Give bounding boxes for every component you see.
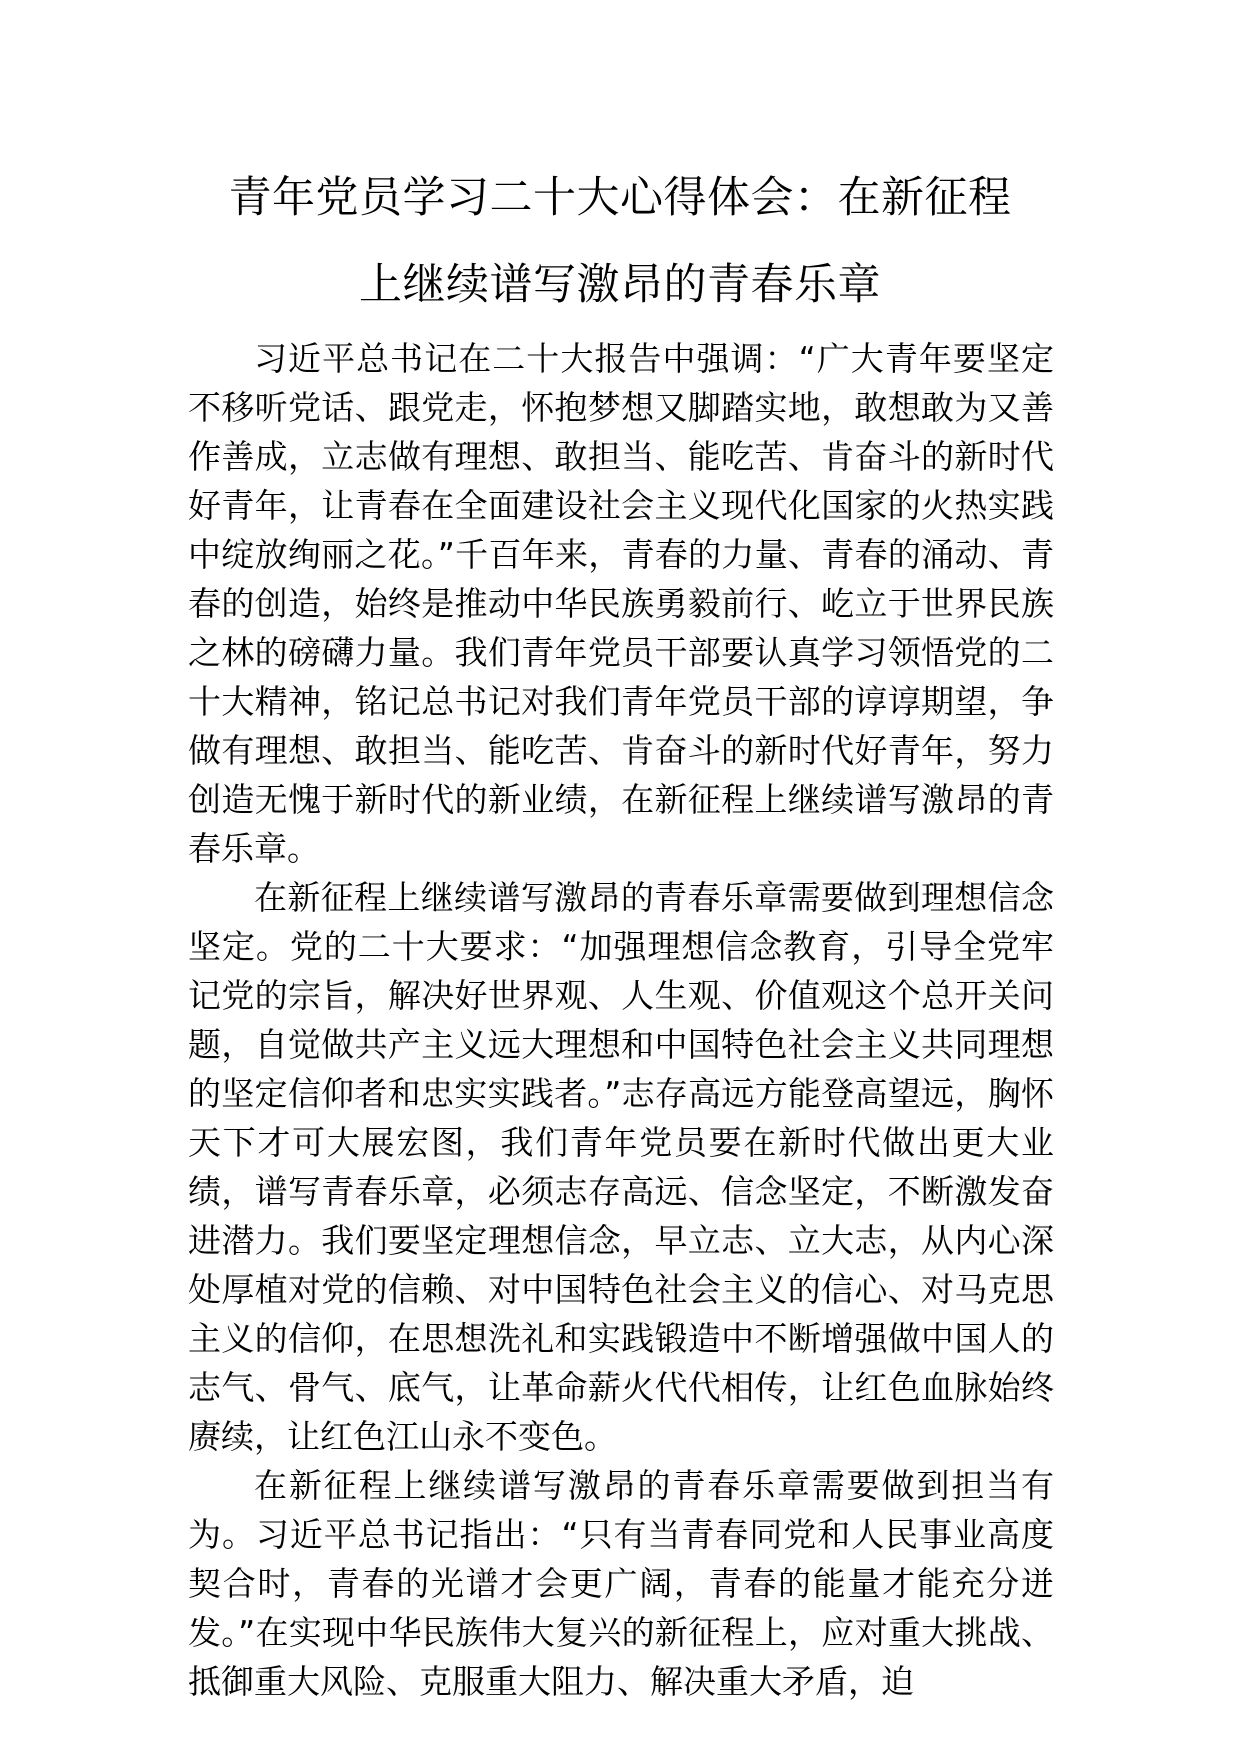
- paragraph-3: 在新征程上继续谱写激昂的青春乐章需要做到担当有为。习近平总书记指出：“只有当青春同党和人民事业高度契合时，青春的光谱才会更广阔，青春的能量才能充分迸发。”在实现中华民族伟大复兴的新征程上，应对重大挑战、抵御重大风险、克服重大阻力、解决重大矛盾，迫: [188, 1466, 1054, 1701]
- document-title-line-2: 上继续谱写激昂的青春乐章: [359, 260, 881, 310]
- paragraph-1: 习近平总书记在二十大报告中强调：“广大青年要坚定不移听党话、跟党走，怀抱梦想又脚踏实地，敢想敢为又善作善成，立志做有理想、敢担当、能吃苦、肯奋斗的新时代好青年，让青春在全面建设社会主义现代化国家的火热实践中绽放绚丽之花。”千百年来，青春的力量、青春的涌动、青春的创造，始终是推动中华民族勇毅前行、屹立于世界民族之林的磅礴力量。我们青年党员干部要认真学习领悟党的二十大精神，铭记总书记对我们青年党员干部的谆谆期望，争做有理想、敢担当、能吃苦、肯奋斗的新时代好青年，努力创造无愧于新时代的新业绩，在新征程上继续谱写激昂的青春乐章。: [188, 339, 1054, 868]
- document-body: [188, 334, 1054, 1706]
- paragraph-2: 在新征程上继续谱写激昂的青春乐章需要做到理想信念坚定。党的二十大要求：“加强理想信念教育，引导全党牢记党的宗旨，解决好世界观、人生观、价值观这个总开关问题，自觉做共产主义远大理想和中国特色社会主义共同理想的坚定信仰者和忠实实践者。”志存高远方能登高望远，胸怀天下才可大展宏图，我们青年党员要在新时代做出更大业绩，谱写青春乐章，必须志存高远、信念坚定，不断激发奋进潜力。我们要坚定理想信念，早立志、立大志，从内心深处厚植对党的信赖、对中国特色社会主义的信心、对马克思主义的信仰，在思想洗礼和实践锻造中不断增强做中国人的志气、骨气、底气，让革命薪火代代相传，让红色血脉始终赓续，让红色江山永不变色。: [188, 878, 1054, 1456]
- document-title-line-1: 青年党员学习二十大心得体会：在新征程: [228, 173, 1012, 223]
